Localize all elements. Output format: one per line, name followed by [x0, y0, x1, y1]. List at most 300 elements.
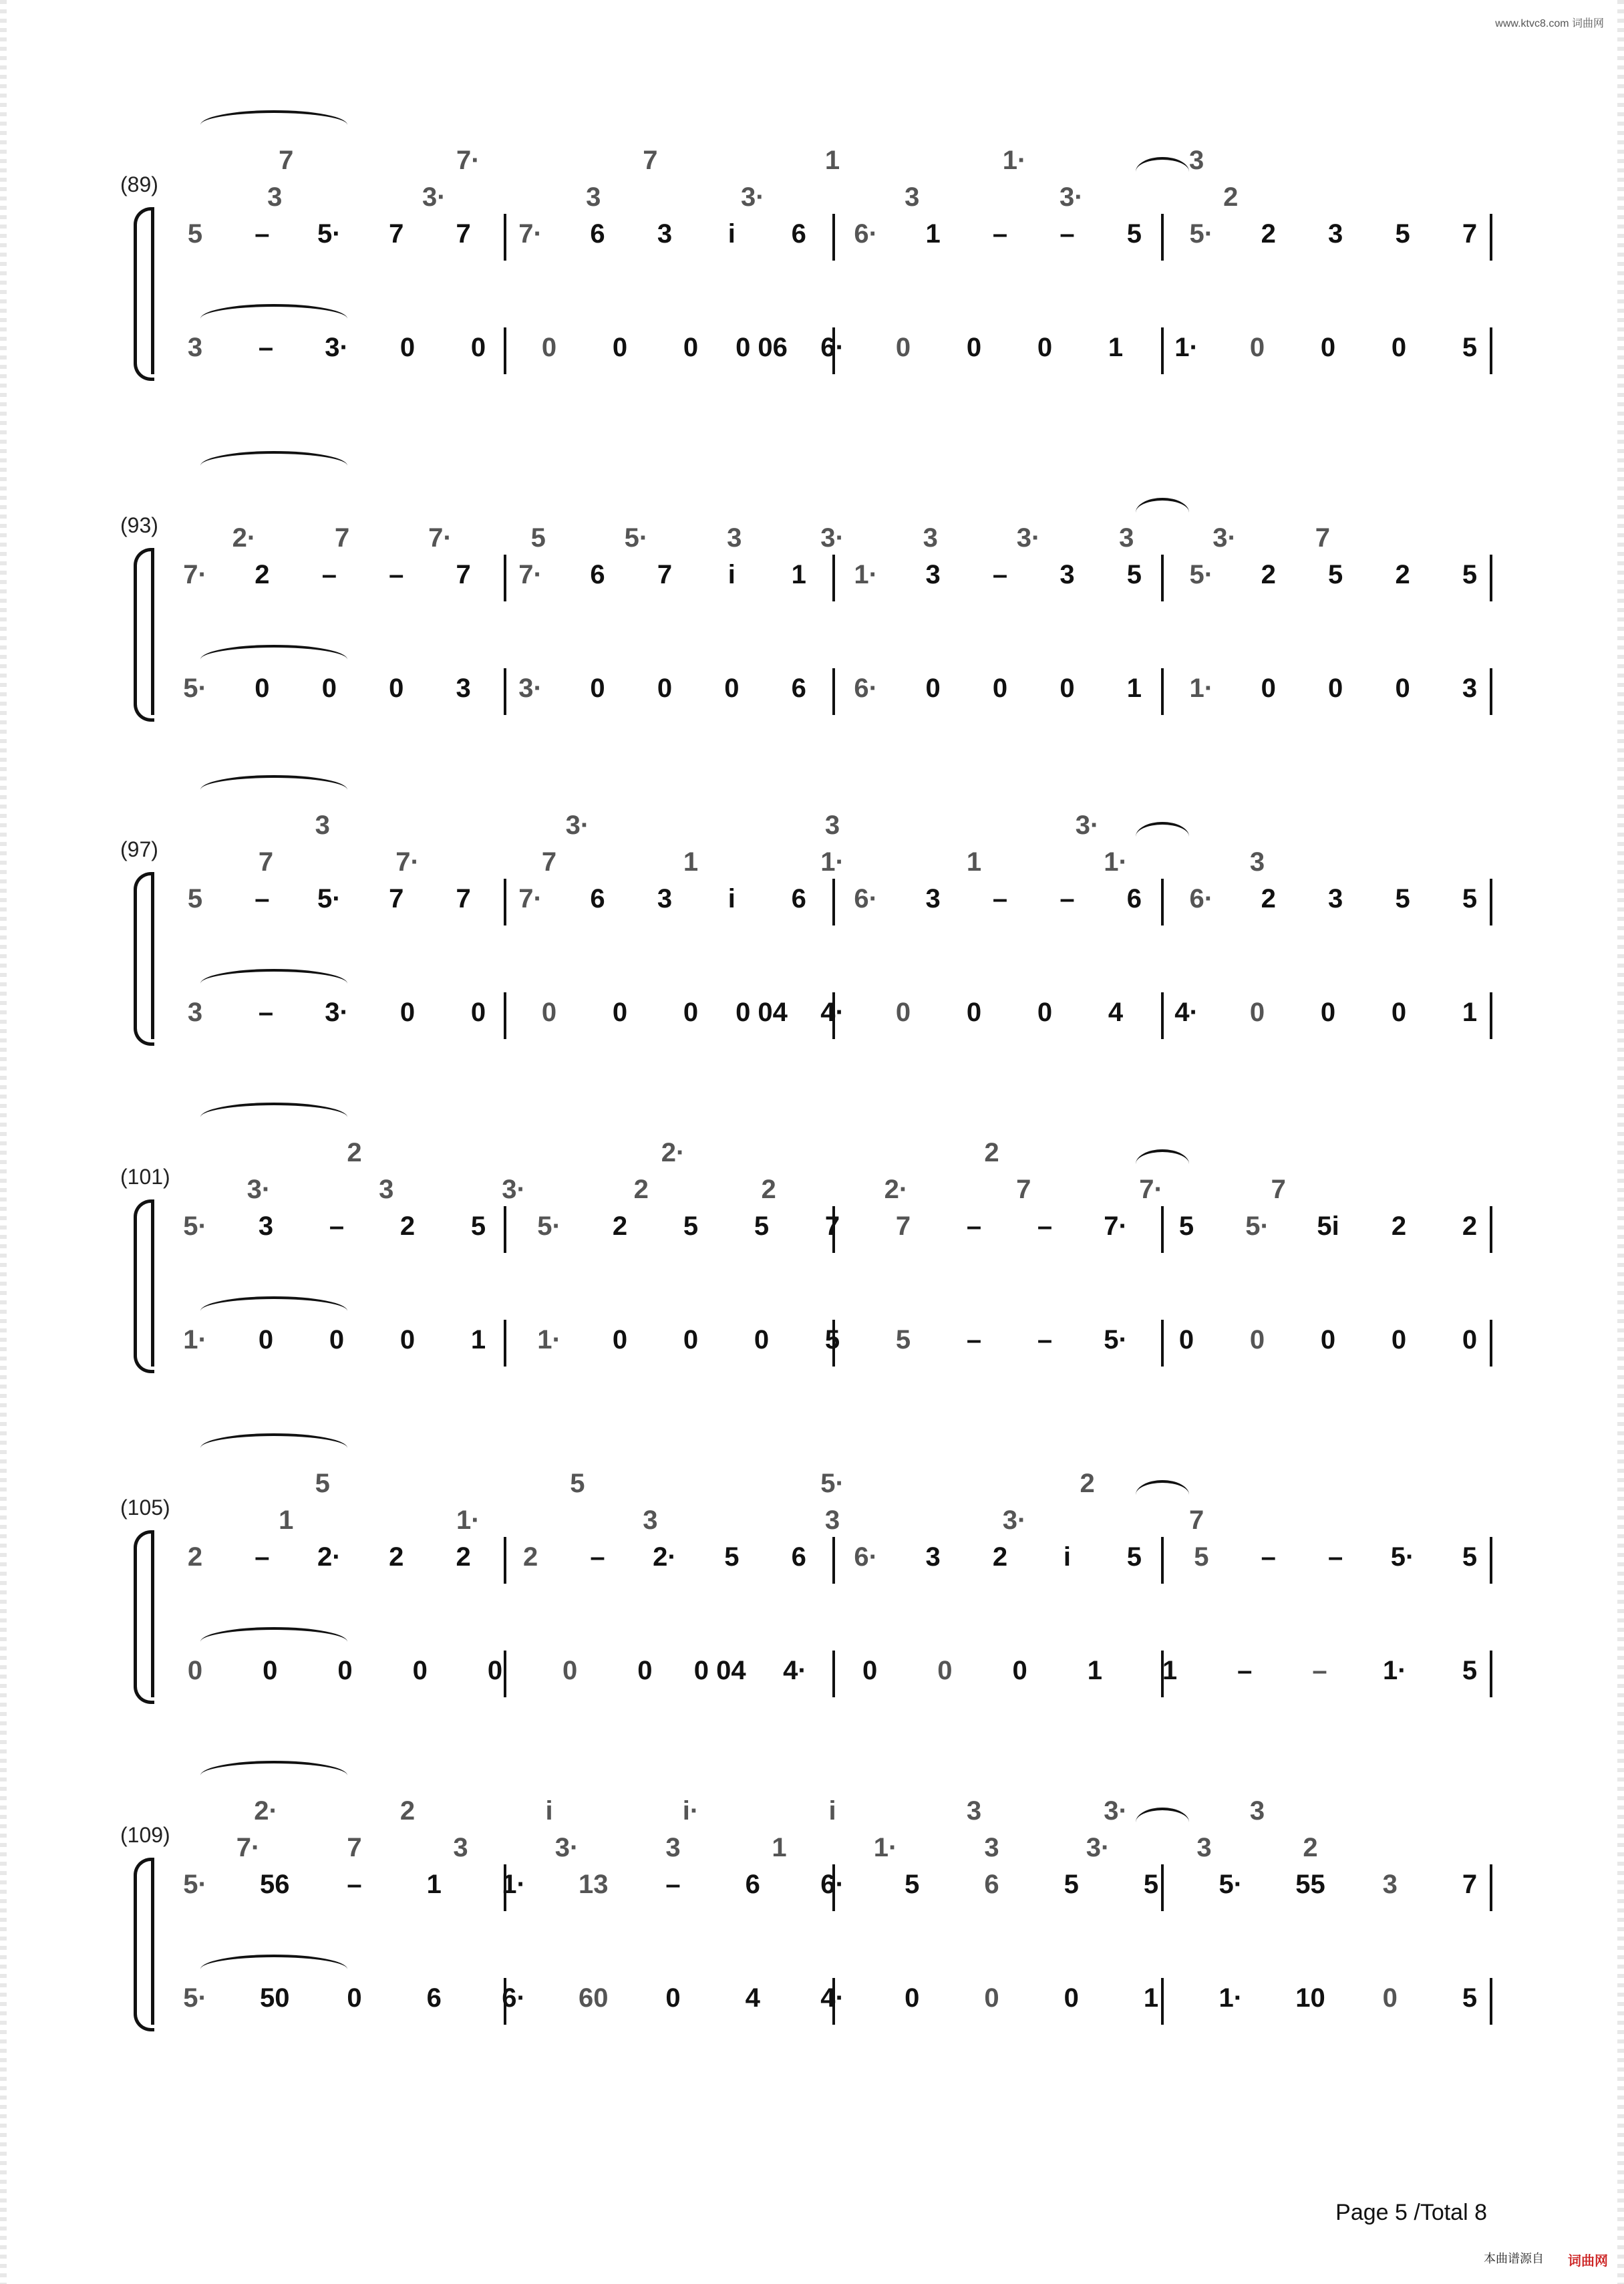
bar-line [1161, 668, 1164, 715]
chord-tone: 3· [565, 811, 590, 840]
melody-note: i [727, 219, 736, 249]
melody-note: 3 [925, 1542, 941, 1572]
melody-note: 2 [399, 1211, 416, 1241]
chord-tone: 3 [966, 1796, 982, 1826]
melody-note: 3 [925, 560, 941, 589]
bass-note: 4· [1174, 998, 1198, 1027]
chord-tone: 2 [347, 1138, 362, 1167]
bass-note: 0 [412, 1656, 428, 1685]
bar-line [1490, 327, 1492, 374]
bass-note: 0 [1037, 998, 1053, 1027]
chord-tone: 7· [1139, 1175, 1163, 1204]
bass-note: 0 [862, 1656, 878, 1685]
melody-note: 5 [724, 1542, 740, 1572]
melody-note: 5 [1395, 884, 1410, 913]
bass-note: 0 04 [693, 1656, 746, 1685]
bar-line [1161, 555, 1164, 601]
bass-note: 5 [1462, 1656, 1478, 1685]
chord-tone: 3· [502, 1175, 526, 1204]
bass-note: 5· [183, 674, 207, 703]
bass-note: 4· [820, 998, 844, 1027]
chord-tone: 1· [873, 1833, 898, 1862]
melody-note: 55 [1295, 1870, 1325, 1899]
chord-tone: 7 [347, 1833, 362, 1862]
chord-tone: 2· [661, 1138, 685, 1167]
melody-note: 6 [791, 1542, 806, 1572]
chord-tone: 1 [279, 1506, 294, 1535]
bar-line [504, 214, 506, 261]
chord-tone: 5 [530, 523, 546, 553]
bar-line [1490, 668, 1492, 715]
bass-note: 0 [905, 1983, 920, 2013]
melody-note: 5· [1390, 1542, 1415, 1572]
chord-tone: 3 [453, 1833, 468, 1862]
chord-tone: 3 [315, 811, 330, 840]
bass-note: 1 [1462, 998, 1478, 1027]
bass-note: 0 [683, 1325, 699, 1354]
melody-note: 7 [824, 1211, 840, 1241]
chord-tone: 3· [1059, 182, 1084, 212]
chord-tone: 1· [820, 847, 844, 877]
bar-line [504, 1206, 506, 1253]
melody-note: 1 [925, 219, 941, 249]
melody-note: 7· [183, 560, 207, 589]
bass-note: 10 [1295, 1983, 1325, 2013]
melody-note: 1 [791, 560, 806, 589]
site-url: www.ktvc8.com 词曲网 [1495, 18, 1604, 29]
melody-note: 7 [456, 560, 471, 589]
chord-tone: 2 [633, 1175, 649, 1204]
bar-line [1161, 1537, 1164, 1584]
bar-line [1490, 1320, 1492, 1367]
chord-tone: 7· [428, 523, 452, 553]
bass-note: 0 [541, 333, 557, 362]
melody-note: 3 [1328, 884, 1343, 913]
bass-note: 0 [612, 1325, 628, 1354]
chord-tone: 7 [1189, 1506, 1204, 1535]
melody-note: 5· [183, 1211, 207, 1241]
bass-note: 0 [637, 1656, 653, 1685]
melody-note: 7· [1104, 1211, 1128, 1241]
melody-note: 5i [1317, 1211, 1339, 1241]
slur [200, 1296, 347, 1311]
bar-line [1161, 879, 1164, 925]
chord-tone: 3 [379, 1175, 394, 1204]
melody-note: 5 [1462, 560, 1478, 589]
melody-note: 3 [657, 884, 673, 913]
bar-line [1490, 214, 1492, 261]
melody-note: 2 [389, 1542, 404, 1572]
melody-note: 6 [745, 1870, 760, 1899]
chord-tone: 2 [399, 1796, 416, 1826]
melody-note: 6· [854, 884, 878, 913]
chord-tone: 2 [1303, 1833, 1318, 1862]
melody-note: 3 [657, 219, 673, 249]
system-line [151, 1858, 154, 2025]
melody-note: 6· [1189, 884, 1214, 913]
measure-number: (101) [120, 1165, 170, 1189]
melody-note: 5· [537, 1211, 561, 1241]
melody-note: 6· [820, 1870, 844, 1899]
chord-tone: 2 [1080, 1469, 1095, 1498]
bar-line [1490, 1651, 1492, 1697]
chord-tone: 3· [554, 1833, 579, 1862]
melody-note: – [329, 1211, 345, 1241]
bass-note: 0 [754, 1325, 770, 1354]
chord-tone: 2· [232, 523, 257, 553]
measure-number: (109) [120, 1823, 170, 1847]
melody-note: 5 [1064, 1870, 1079, 1899]
bar-line [504, 1651, 506, 1697]
bass-note: 1· [1219, 1983, 1243, 2013]
bass-note: 6· [502, 1983, 526, 2013]
bass-note: 0 [683, 998, 699, 1027]
bar-line [1161, 1206, 1164, 1253]
chord-tone: 7 [279, 146, 294, 175]
chord-tone: 7 [541, 847, 557, 877]
melody-note: – [1261, 1542, 1276, 1572]
chord-tone: 3· [1075, 811, 1100, 840]
bass-note: 0 [612, 998, 628, 1027]
chord-tone: 7 [1271, 1175, 1286, 1204]
melody-note: – [255, 1542, 270, 1572]
measure-number: (97) [120, 837, 158, 861]
bass-note: 5· [183, 1983, 207, 2013]
bass-note: – [1237, 1656, 1253, 1685]
bass-note: 0 [612, 333, 628, 362]
chord-tone: 5 [570, 1469, 585, 1498]
slur [1136, 157, 1189, 172]
melody-note: 5 [1178, 1211, 1194, 1241]
source-logo-text: 本曲谱源自 [1484, 2252, 1544, 2265]
chord-tone: 1· [1104, 847, 1128, 877]
chord-tone: 7 [258, 847, 274, 877]
bass-note: 0 [399, 1325, 416, 1354]
melody-note: 7· [518, 219, 542, 249]
melody-note: 5 [1143, 1870, 1159, 1899]
melody-note: 7 [895, 1211, 911, 1241]
bar-line [504, 992, 506, 1039]
melody-note: 2 [522, 1542, 538, 1572]
melody-note: 3 [925, 884, 941, 913]
bass-note: 0 [1037, 333, 1053, 362]
melody-note: 5· [1245, 1211, 1269, 1241]
melody-note: 7 [456, 219, 471, 249]
melody-note: 1· [854, 560, 878, 589]
chord-tone: 7· [236, 1833, 261, 1862]
slur [200, 1433, 347, 1448]
melody-note: 7 [657, 560, 673, 589]
slur [200, 775, 347, 790]
melody-note: 5· [317, 884, 341, 913]
chord-tone: 5· [624, 523, 649, 553]
melody-note: – [1060, 884, 1075, 913]
melody-note: 5 [1126, 1542, 1142, 1572]
bar-line [1490, 879, 1492, 925]
system-line [151, 207, 154, 374]
system-line [151, 872, 154, 1039]
chord-tone: 3 [1119, 523, 1134, 553]
melody-note: 6 [590, 219, 605, 249]
melody-note: – [665, 1870, 681, 1899]
bass-note: 1 [470, 1325, 486, 1354]
bass-note: 0 [1320, 998, 1336, 1027]
bass-note: 1· [183, 1325, 207, 1354]
slur [200, 451, 347, 466]
melody-note: 7· [518, 560, 542, 589]
bar-line [1161, 1864, 1164, 1911]
bar-line [504, 1537, 506, 1584]
bass-note: 0 [470, 333, 486, 362]
chord-tone: 1· [1002, 146, 1027, 175]
bass-note: 4 [745, 1983, 760, 2013]
bass-note: 1· [1174, 333, 1198, 362]
melody-note: 2 [255, 560, 270, 589]
bass-note: 0 [925, 674, 941, 703]
chord-tone: 5 [315, 1469, 330, 1498]
chord-tone: 1 [824, 146, 840, 175]
chord-tone: 3· [1016, 523, 1041, 553]
bass-note: 0 [263, 1656, 278, 1685]
melody-note: i [727, 560, 736, 589]
melody-note: – [1037, 1211, 1053, 1241]
bar-line [1490, 992, 1492, 1039]
bass-note: 5· [1104, 1325, 1128, 1354]
melody-note: 5 [1462, 1542, 1478, 1572]
chord-tone: 3· [1086, 1833, 1110, 1862]
melody-note: i [1063, 1542, 1072, 1572]
bass-note: – [1312, 1656, 1327, 1685]
melody-note: 7 [389, 884, 404, 913]
bass-note: 5 [1462, 1983, 1478, 2013]
bass-note: 3 [1462, 674, 1478, 703]
bass-note: 4 [1108, 998, 1124, 1027]
melody-note: 5 [1126, 219, 1142, 249]
bar-line [504, 327, 506, 374]
chord-tone: 2· [254, 1796, 278, 1826]
chord-tone: 3 [586, 182, 601, 212]
measure-number: (93) [120, 513, 158, 537]
slur [200, 1627, 347, 1642]
bass-note: 0 [1249, 998, 1265, 1027]
bass-note: 0 [1328, 674, 1343, 703]
bass-note: 0 [541, 998, 557, 1027]
chord-tone: 2· [884, 1175, 909, 1204]
melody-note: 7 [456, 884, 471, 913]
bar-line [504, 555, 506, 601]
melody-note: 3 [1382, 1870, 1398, 1899]
bass-note: 0 [1395, 674, 1410, 703]
melody-note: – [1060, 219, 1075, 249]
bar-line [504, 668, 506, 715]
system-line [151, 548, 154, 715]
chord-tone: 7 [1315, 523, 1330, 553]
bass-note: – [258, 998, 274, 1027]
melody-note: 2 [992, 1542, 1008, 1572]
chord-tone: 3· [1104, 1796, 1128, 1826]
bass-note: – [258, 333, 274, 362]
bass-note: 0 [321, 674, 337, 703]
melody-note: 6 [590, 560, 605, 589]
melody-note: 6 [590, 884, 605, 913]
chord-tone: 3 [1196, 1833, 1212, 1862]
bass-note: 1· [1382, 1656, 1407, 1685]
melody-note: 13 [579, 1870, 609, 1899]
melody-note: 56 [260, 1870, 290, 1899]
bass-note: 0 [399, 333, 416, 362]
slur [1136, 1149, 1189, 1164]
melody-note: – [255, 219, 270, 249]
melody-note: 3 [1328, 219, 1343, 249]
chord-tone: 3 [665, 1833, 681, 1862]
bass-note: 0 [1382, 1983, 1398, 2013]
melody-note: 5 [754, 1211, 770, 1241]
chord-tone: 3 [727, 523, 742, 553]
page-number: Page 5 /Total 8 [1335, 2200, 1487, 2225]
melody-note: 3 [258, 1211, 274, 1241]
bass-note: 0 [937, 1656, 953, 1685]
bass-note: 1· [537, 1325, 561, 1354]
bass-note: 0 06 [736, 333, 788, 362]
melody-note: 5 [1328, 560, 1343, 589]
bar-line [1161, 992, 1164, 1039]
chord-tone: 1 [772, 1833, 787, 1862]
measure-number: (105) [120, 1495, 170, 1520]
bass-note: 0 [258, 1325, 274, 1354]
bass-note: 3· [325, 998, 349, 1027]
melody-note: 6· [854, 219, 878, 249]
bass-note: 0 [399, 998, 416, 1027]
bass-note: 6· [820, 333, 844, 362]
melody-note: 5 [905, 1870, 920, 1899]
melody-note: 5 [683, 1211, 699, 1241]
melody-note: 5 [1126, 560, 1142, 589]
chord-tone: i [828, 1796, 836, 1826]
bass-note: 4· [783, 1656, 807, 1685]
slur [1136, 1480, 1189, 1495]
melody-note: 5 [1462, 884, 1478, 913]
bass-note: 0 [1261, 674, 1276, 703]
chord-tone: 3 [905, 182, 920, 212]
melody-note: 6 [791, 884, 806, 913]
melody-note: 2 [1261, 219, 1276, 249]
bass-note: 60 [579, 1983, 609, 2013]
bass-note: 0 [1249, 333, 1265, 362]
bass-note: 3· [518, 674, 542, 703]
bar-line [832, 1651, 835, 1697]
bass-note: 0 [895, 998, 911, 1027]
bass-note: 0 [1320, 1325, 1336, 1354]
chord-tone: 3· [1212, 523, 1237, 553]
site-logo: 词曲网 [1568, 2254, 1608, 2269]
chord-tone: 3 [1249, 1796, 1265, 1826]
bass-note: 1 [1108, 333, 1124, 362]
melody-note: – [389, 560, 404, 589]
melody-note: – [255, 884, 270, 913]
bass-note: 0 [389, 674, 404, 703]
melody-note: – [590, 1542, 605, 1572]
bass-note: 6· [854, 674, 878, 703]
bass-note: 1 [1162, 1656, 1178, 1685]
bass-note: 3· [325, 333, 349, 362]
bass-note: 5 [824, 1325, 840, 1354]
bar-line [1161, 1978, 1164, 2025]
bass-note: 0 [1462, 1325, 1478, 1354]
melody-note: 2· [317, 1542, 341, 1572]
melody-note: 5· [1189, 219, 1214, 249]
chord-tone: 3· [247, 1175, 271, 1204]
bass-note: 6 [426, 1983, 442, 2013]
bass-note: 3 [187, 998, 203, 1027]
chord-tone: i· [682, 1796, 699, 1826]
bass-note: 0 [187, 1656, 203, 1685]
bass-note: 0 [1064, 1983, 1079, 2013]
bass-note: 3 [456, 674, 471, 703]
chord-tone: 1· [456, 1506, 480, 1535]
chord-tone: 2 [1223, 182, 1239, 212]
bass-note: 0 [590, 674, 605, 703]
bar-line [504, 879, 506, 925]
melody-note: 5· [317, 219, 341, 249]
bass-note: 0 [329, 1325, 345, 1354]
bar-line [832, 668, 835, 715]
bar-line [1161, 327, 1164, 374]
melody-note: 2 [1395, 560, 1410, 589]
melody-note: – [966, 1211, 982, 1241]
chord-tone: 3· [740, 182, 765, 212]
slur [200, 304, 347, 319]
melody-note: 2 [612, 1211, 628, 1241]
chord-tone: 3 [824, 811, 840, 840]
bass-note: 0 [683, 333, 699, 362]
bass-note: 0 [1320, 333, 1336, 362]
bass-note: 0 04 [736, 998, 788, 1027]
chord-tone: 5· [820, 1469, 844, 1498]
bass-note: 0 [1060, 674, 1075, 703]
bar-line [832, 1537, 835, 1584]
slur [1136, 498, 1189, 513]
melody-note: 5 [187, 219, 203, 249]
bass-note: 0 [470, 998, 486, 1027]
chord-tone: 2 [761, 1175, 776, 1204]
bass-note: 0 [562, 1656, 578, 1685]
bar-line [504, 1320, 506, 1367]
bar-line [1161, 1320, 1164, 1367]
melody-note: 2 [1261, 884, 1276, 913]
bar-line [1490, 1864, 1492, 1911]
bar-line [1161, 214, 1164, 261]
bar-line [1490, 555, 1492, 601]
melody-note: 5 [470, 1211, 486, 1241]
chord-tone: 3· [1002, 1506, 1027, 1535]
melody-note: – [1328, 1542, 1343, 1572]
chord-tone: i [545, 1796, 553, 1826]
melody-note: 7 [389, 219, 404, 249]
melody-note: 2 [1462, 1211, 1478, 1241]
bar-line [832, 214, 835, 261]
bass-note: 0 [1391, 1325, 1407, 1354]
melody-note: 7 [1462, 219, 1478, 249]
melody-note: 5· [1219, 1870, 1243, 1899]
bass-note: 1· [1189, 674, 1214, 703]
chord-tone: 3 [984, 1833, 999, 1862]
melody-note: 2 [456, 1542, 471, 1572]
bar-line [832, 555, 835, 601]
melody-note: 1 [426, 1870, 442, 1899]
chord-tone: 7 [1016, 1175, 1031, 1204]
bass-note: 0 [1391, 333, 1407, 362]
bass-note: 0 [665, 1983, 681, 2013]
